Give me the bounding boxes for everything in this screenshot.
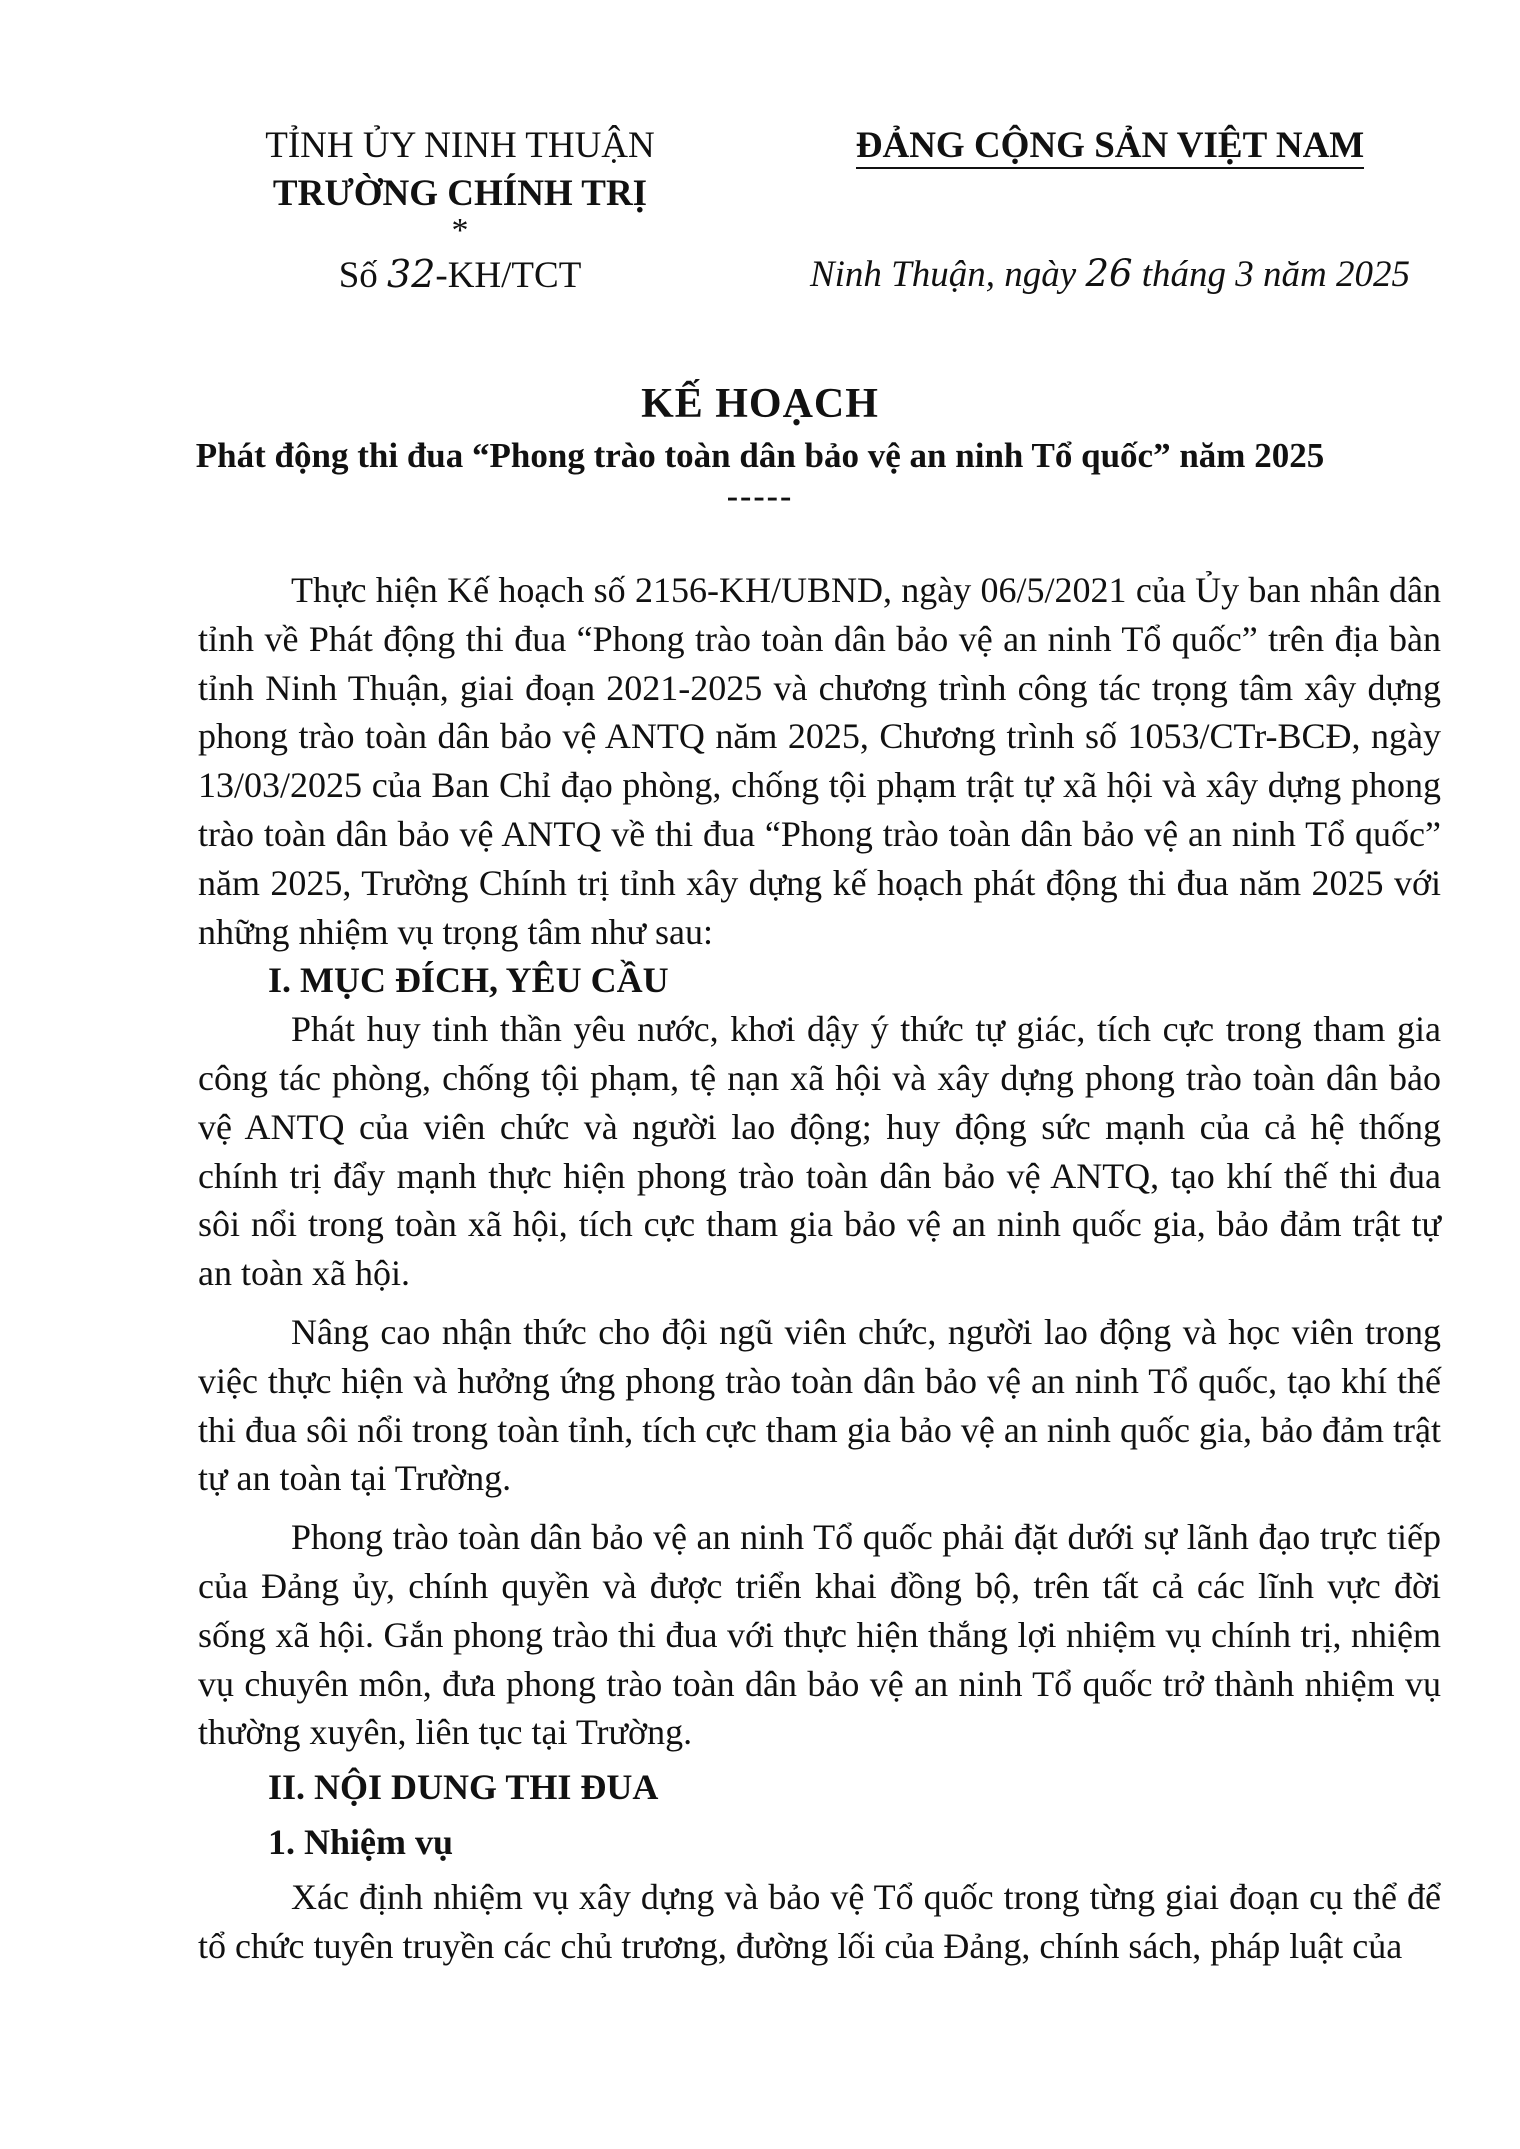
issuer-province: TỈNH ỦY NINH THUẬN (265, 125, 655, 166)
issuer-name: TRƯỜNG CHÍNH TRỊ (272, 173, 648, 214)
date-prefix: Ninh Thuận, ngày (809, 254, 1077, 295)
section1-paragraph-3: Phong trào toàn dân bảo vệ an ninh Tổ quốc phải đặt dưới sự lãnh đạo trực tiếp của Đảng ủy, chính quyền và được triển khai đồng bộ, trên tất cả các lĩnh vực đời sống xã hội. Gắn phong trào thi đua với thực hiện thắng lợi nhiệm vụ chính trị, nhiệm vụ chuyên môn, đưa phong trào toàn dân bảo vệ an ninh Tổ quốc trở thành nhiệm vụ thường xuyên, liên tục tại Trường. (198, 1517, 1441, 1753)
issuer-block (200, 122, 720, 300)
document-number (200, 250, 720, 300)
document-title: KẾ HOẠCH (641, 381, 879, 427)
section1-paragraph-2: Nâng cao nhận thức cho đội ngũ viên chức, người lao động và học viên trong việc thực hiện và hưởng ứng phong trào toàn dân bảo vệ an ninh Tổ quốc, tạo khí thế thi đua sôi nổi trong toàn tỉnh, tích cực tham gia bảo vệ an ninh quốc gia, bảo đảm trật tự an toàn tại Trường. (198, 1311, 1441, 1499)
party-block (780, 122, 1440, 299)
intro-paragraph: Thực hiện Kế hoạch số 2156-KH/UBND, ngày 06/5/2021 của Ủy ban nhân dân tỉnh về Phát động thi đua “Phong trào toàn dân bảo vệ an ninh Tổ quốc” trên địa bàn tỉnh Ninh Thuận, giai đoạn 2021-2025 và chương trình công tác trọng tâm xây dựng phong trào toàn dân bảo vệ ANTQ năm 2025, Chương trình số 1053/CTr-BCĐ, ngày 13/03/2025 của Ban Chỉ đạo phòng, chống tội phạm trật tự xã hội và xây dựng phong trào toàn dân bảo vệ ANTQ về thi đua “Phong trào toàn dân bảo vệ an ninh Tổ quốc” năm 2025, Trường Chính trị tỉnh xây dựng kế hoạch phát động thi đua năm 2025 với những nhiệm vụ trọng tâm như sau: (198, 570, 1441, 952)
section2-heading: II. NỘI DUNG THI ĐUA (268, 1767, 659, 1808)
number-handwritten: 32 (387, 252, 436, 296)
section2-sub1-heading: 1. Nhiệm vụ (268, 1821, 454, 1862)
document-subtitle: Phát động thi đua “Phong trào toàn dân bảo vệ an ninh Tổ quốc” năm 2025 (195, 436, 1325, 475)
document-body (198, 566, 1441, 1970)
date-day-handwritten: 26 (1085, 252, 1133, 295)
party-name: ĐẢNG CỘNG SẢN VIỆT NAM (856, 125, 1364, 169)
section2-sub1-paragraph-1: Xác định nhiệm vụ xây dựng và bảo vệ Tổ quốc trong từng giai đoạn cụ thể để tổ chức tuyên truyền các chủ trương, đường lối của Đảng, chính sách, pháp luật của (198, 1876, 1441, 1966)
section1-paragraph-1: Phát huy tinh thần yêu nước, khơi dậy ý thức tự giác, tích cực trong tham gia công tác phòng, chống tội phạm, tệ nạn xã hội và xây dựng phong trào toàn dân bảo vệ ANTQ của viên chức và người lao động; huy động sức mạnh của cả hệ thống chính trị đẩy mạnh thực hiện phong trào toàn dân bảo vệ ANTQ, tạo khí thế thi đua sôi nổi trong toàn xã hội, tích cực tham gia bảo vệ an ninh quốc gia, bảo đảm trật tự an toàn xã hội. (198, 1009, 1441, 1294)
number-prefix: Số (338, 255, 378, 296)
header-star: * (451, 212, 469, 249)
document-date (780, 250, 1440, 299)
section1-heading: I. MỤC ĐÍCH, YÊU CẦU (268, 960, 669, 1001)
date-suffix: tháng 3 năm 2025 (1141, 254, 1411, 295)
number-suffix: -KH/TCT (435, 255, 582, 296)
title-separator: ----- (726, 478, 794, 515)
